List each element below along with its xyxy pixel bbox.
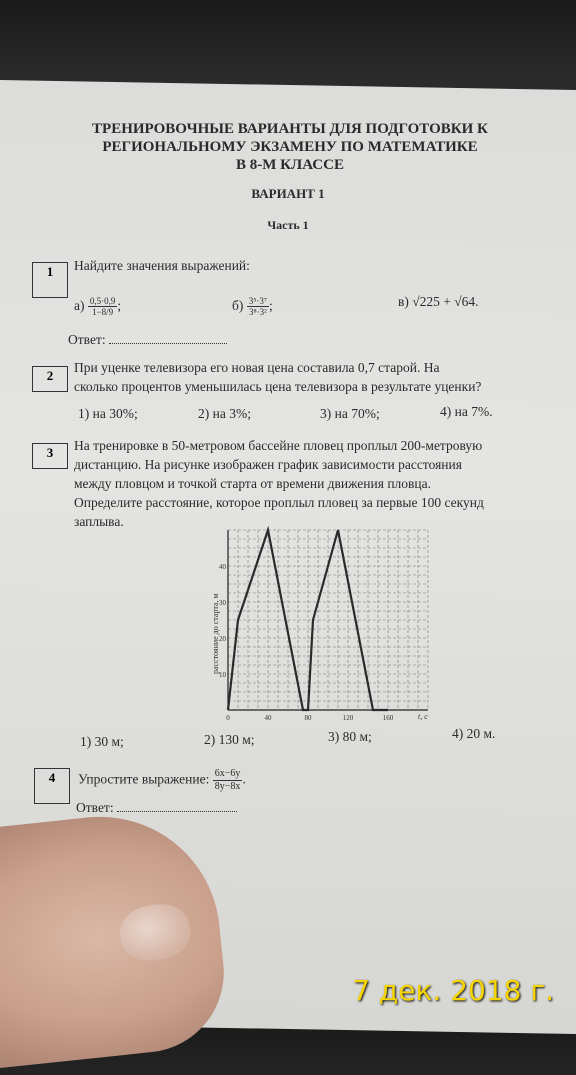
question-3-number: 3	[32, 443, 68, 469]
photo-date-stamp: 7 дек. 2018 г.	[352, 974, 554, 1007]
q4-answer-label: Ответ:	[76, 800, 114, 815]
x-tick-label: 160	[382, 714, 394, 722]
q1b-numerator: 3⁵·3⁷	[248, 296, 268, 307]
title-line-3: В 8-М КЛАССЕ	[236, 157, 344, 173]
x-tick-label: 0	[226, 714, 230, 722]
question-4-number: 4	[34, 768, 70, 804]
question-4-text: Упростите выражение: $\frac{6x-6y}{8y-8x}$ .	[78, 768, 246, 792]
q4-prompt: Упростите выражение:	[78, 771, 210, 787]
q2-option-3[interactable]: 3) на 70%;	[320, 406, 380, 421]
q1-answer-label: Ответ:	[68, 332, 106, 347]
q1a-label: а)	[74, 298, 85, 313]
q3-line-4: Определите расстояние, которое проплыл пловец за первые 100 секунд	[74, 495, 484, 510]
y-tick-label: 20	[219, 635, 226, 643]
title-line-1: ТРЕНИРОВОЧНЫЕ ВАРИАНТЫ ДЛЯ ПОДГОТОВКИ К	[92, 121, 488, 137]
question-1c	[398, 292, 479, 311]
q3-option-3[interactable]: 3) 80 м;	[328, 729, 372, 744]
q3-option-1[interactable]: 1) 30 м;	[80, 734, 124, 749]
title-line-2: РЕГИОНАЛЬНОМУ ЭКЗАМЕНУ ПО МАТЕМАТИКЕ	[102, 139, 478, 155]
q1a-denominator: 1−8/9	[92, 307, 114, 318]
y-axis-label: расстояние до старта, м	[211, 593, 220, 674]
q4-fraction	[213, 768, 243, 793]
distance-time-chart	[210, 524, 440, 730]
question-1-number: 1	[32, 262, 68, 298]
q2-option-4[interactable]: 4) на 7%.	[440, 404, 493, 419]
q2-option-2[interactable]: 2) на 3%;	[198, 406, 251, 421]
x-tick-label: 120	[342, 714, 354, 722]
q4-numerator: 6x−6y	[214, 768, 241, 779]
y-tick-label: 10	[219, 671, 226, 679]
q2-line-1: При уценке телевизора его новая цена составила 0,7 старой. На	[74, 360, 440, 375]
q3-option-2[interactable]: 2) 130 м;	[204, 732, 255, 747]
q4-answer-line[interactable]	[117, 801, 237, 812]
y-tick-label: 40	[219, 563, 226, 571]
q1b-fraction	[247, 296, 269, 317]
question-4-answer	[76, 798, 237, 817]
q1b-label: б)	[232, 298, 244, 313]
question-1-answer	[68, 330, 227, 349]
q3-line-5: заплыва.	[74, 514, 124, 529]
document-title	[40, 120, 540, 174]
q1a-numerator: 0,5·0,9	[89, 296, 116, 307]
q2-line-2: сколько процентов уменьшилась цена телевизора в результате уценки?	[74, 379, 482, 394]
q3-line-1: На тренировке в 50-метровом бассейне пловец проплыл 200-метровую	[74, 438, 483, 453]
x-tick-label: 80	[304, 714, 312, 722]
x-tick-label: 40	[264, 714, 272, 722]
q3-line-3: между пловцом и точкой старта от времени движения пловца.	[74, 476, 432, 491]
variant-heading: ВАРИАНТ 1	[251, 186, 325, 201]
q3-option-4[interactable]: 4) 20 м.	[452, 726, 496, 741]
chart-ticks	[219, 563, 394, 722]
q4-denominator: 8y−8x	[214, 781, 241, 792]
q1-answer-line[interactable]	[109, 333, 227, 344]
q2-option-1[interactable]: 1) на 30%;	[78, 406, 138, 421]
part-heading: Часть 1	[267, 218, 309, 232]
question-3-text	[74, 436, 484, 531]
q1b-denominator: 3⁸·3²	[248, 307, 267, 318]
question-2-number: 2	[32, 366, 68, 392]
q3-line-2: дистанцию. На рисунке изображен график зависимости расстояния	[74, 457, 462, 472]
question-1a: а) $\frac{0,5\cdot 0,9}{1-8/9}$ ;	[74, 296, 122, 318]
q1a-fraction	[88, 296, 118, 317]
question-1b: б) $\frac{\text{3⁵·3⁷}}{\text{3⁸·3²}}$ ;	[232, 296, 273, 318]
q1c-label: в)	[398, 294, 409, 309]
x-axis-label: t, с	[418, 712, 428, 721]
q1c-expression: √225 + √64.	[412, 294, 479, 309]
question-2-text	[74, 358, 481, 396]
question-1-text: Найдите значения выражений:	[74, 258, 250, 273]
y-tick-label: 30	[219, 599, 226, 607]
